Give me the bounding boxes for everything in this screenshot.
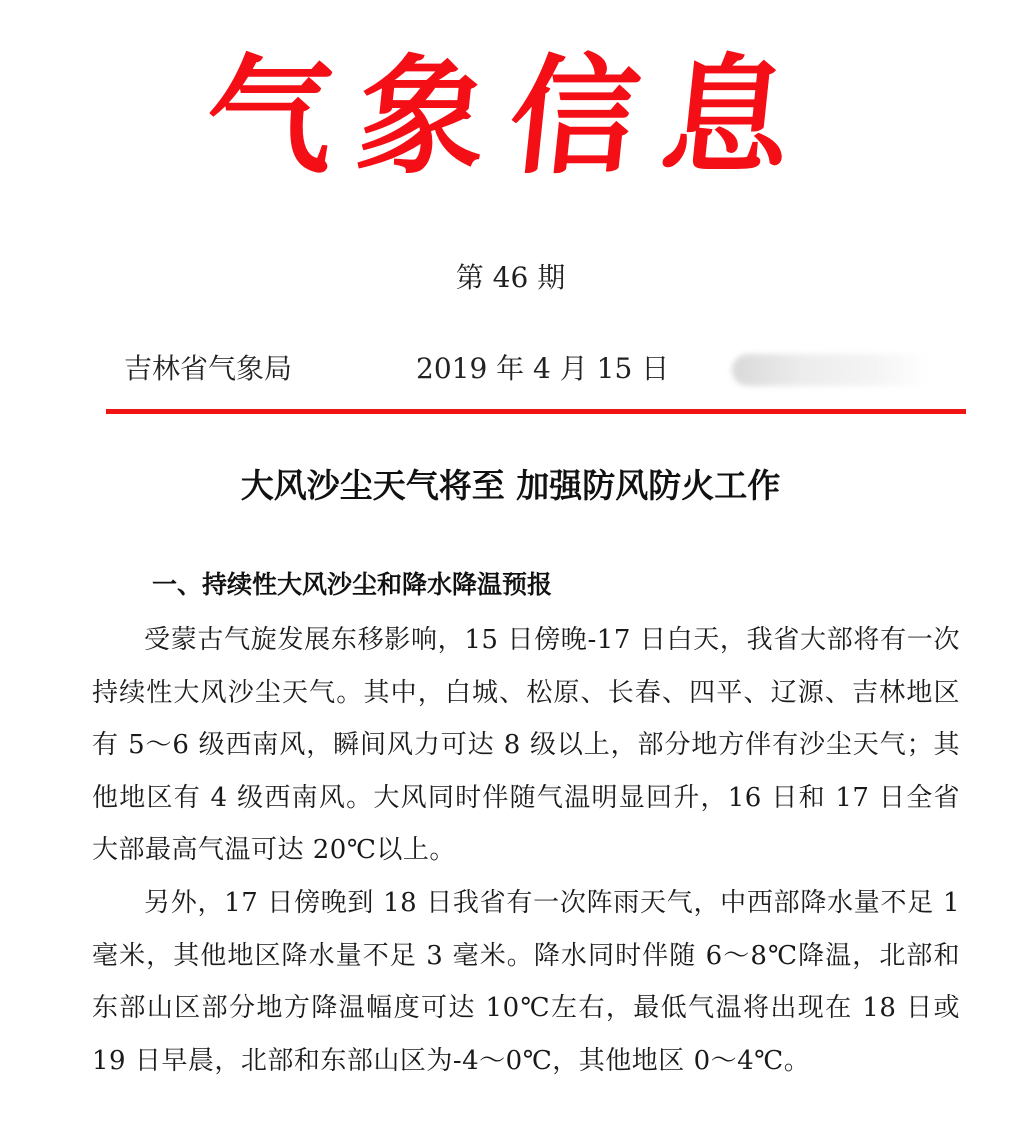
issue-number: 第 46 期 [455, 261, 566, 294]
meta-row [0, 344, 1021, 394]
body-paragraph: 受蒙古气旋发展东移影响，15 日傍晚-17 日白天，我省大部将有一次持续性大风沙尘天气。其中，白城、松原、长春、四平、辽源、吉林地区有 5～6 级西南风，瞬间风力可达 8 级以上，部分地方伴有沙尘天气；其他地区有 4 级西南风。大风同时伴随气温明显回升，16 日和 17 日全省大部最高气温可达 20℃以上。 [92, 625, 960, 866]
document-body [92, 614, 960, 1087]
redacted-field [732, 354, 932, 386]
issue-date: 2019 年 4 月 15 日 [416, 352, 670, 385]
document-title: 大风沙尘天气将至 加强防风防火工作 [240, 466, 781, 505]
issuing-organization: 吉林省气象局 [124, 352, 293, 385]
section-heading: 一、持续性大风沙尘和降水降温预报 [152, 570, 553, 599]
red-header-rule [106, 409, 966, 414]
body-paragraph: 另外，17 日傍晚到 18 日我省有一次阵雨天气，中西部降水量不足 1 毫米，其他地区降水量不足 3 毫米。降水同时伴随 6～8℃降温，北部和东部山区部分地方降温幅度可达 10℃左右，最低气温将出现在 18 日或 19 日早晨，北部和东部山区为-4～0℃，其他地区 0～4℃。 [92, 887, 960, 1076]
masthead: 气象信息 [198, 42, 823, 192]
